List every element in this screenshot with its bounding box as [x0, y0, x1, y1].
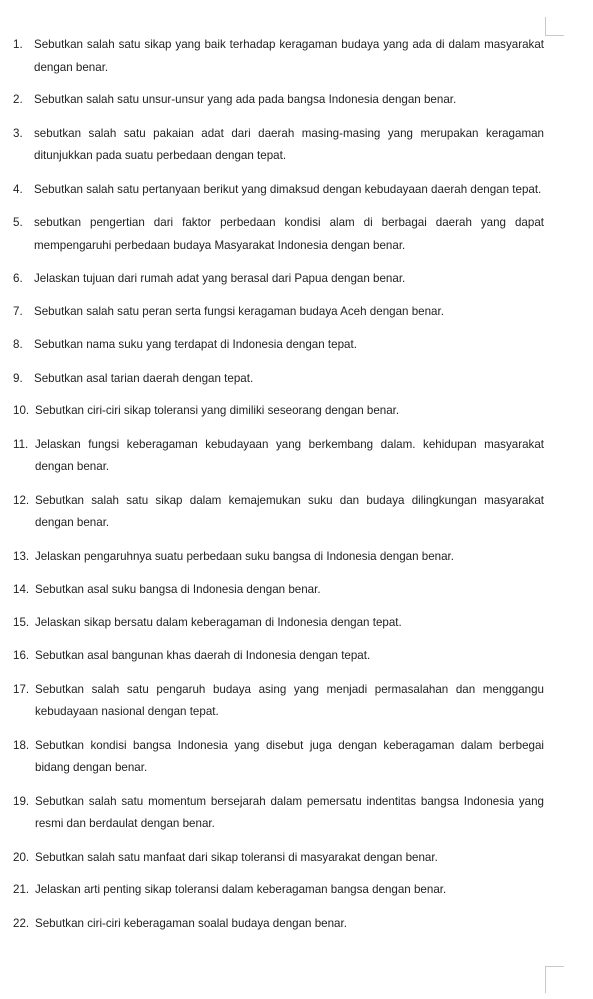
question-text: Sebutkan asal bangunan khas daerah di Indonesia dengan tepat. [35, 649, 371, 662]
question-number: 10. [13, 404, 30, 417]
question-number: 18. [13, 738, 30, 752]
question-text: Sebutkan ciri-ciri sikap toleransi yang dimiliki seseorang dengan benar. [35, 404, 400, 417]
question-number: 8. [13, 338, 23, 351]
question-item [13, 879, 544, 902]
question-number: 2. [13, 93, 23, 106]
question-number: 3. [13, 126, 23, 140]
question-text: Sebutkan nama suku yang terdapat di Indonesia dengan tepat. [34, 338, 357, 351]
question-item [13, 913, 544, 936]
question-text: Jelaskan pengaruhnya suatu perbedaan suku bangsa di Indonesia dengan benar. [35, 549, 454, 563]
question-item [13, 579, 544, 602]
question-number: 4. [13, 182, 23, 196]
question-item [13, 434, 544, 479]
question-text: Sebutkan asal tarian daerah dengan tepat. [34, 371, 254, 385]
question-item [13, 735, 544, 780]
question-text: Sebutkan salah satu manfaat dari sikap toleransi di masyarakat dengan benar. [35, 850, 438, 864]
question-number: 16. [13, 649, 30, 662]
question-text: Sebutkan salah satu momentum bersejarah dalam pemersatu indentitas bangsa Indonesia yang resmi dan berdaulat dengan benar. [35, 794, 544, 830]
question-number: 14. [13, 583, 30, 596]
question-item [13, 368, 544, 391]
question-item [13, 212, 544, 257]
question-text: Jelaskan fungsi keberagaman kebudayaan yang berkembang dalam. kehidupan masyarakat dengan benar. [35, 437, 544, 473]
question-number: 19. [13, 794, 30, 808]
question-text: Jelaskan sikap bersatu dalam keberagaman di Indonesia dengan tepat. [35, 615, 402, 629]
question-item [13, 490, 544, 535]
question-item [13, 847, 544, 870]
question-number: 7. [13, 304, 23, 318]
question-text: Jelaskan tujuan dari rumah adat yang berasal dari Papua dengan benar. [34, 272, 406, 285]
question-item [13, 645, 544, 668]
question-number: 1. [13, 38, 23, 51]
question-number: 21. [13, 883, 30, 896]
question-text: sebutkan pengertian dari faktor perbedaan kondisi alam di berbagai daerah yang dapat mempengaruhi perbedaan budaya Masyarakat Indonesia dengan benar. [34, 216, 544, 252]
question-item [13, 400, 544, 423]
question-text: Sebutkan salah satu unsur-unsur yang ada pada bangsa Indonesia dengan benar. [34, 93, 457, 106]
question-item [13, 89, 544, 112]
question-number: 12. [13, 493, 30, 507]
question-item [13, 179, 544, 202]
question-text: Sebutkan salah satu peran serta fungsi keragaman budaya Aceh dengan benar. [34, 304, 444, 318]
question-item [13, 679, 544, 724]
question-number: 17. [13, 682, 30, 696]
question-text: Sebutkan asal suku bangsa di Indonesia dengan benar. [35, 583, 321, 596]
question-item [13, 268, 544, 291]
page-corner-mark-top [545, 17, 564, 36]
page-corner-mark-bottom [545, 966, 564, 993]
question-text: sebutkan salah satu pakaian adat dari daerah masing-masing yang merupakan keragaman ditunjukkan pada suatu perbedaan dengan tepat. [34, 126, 544, 162]
question-item [13, 34, 544, 79]
question-item [13, 612, 544, 635]
question-number: 13. [13, 549, 30, 563]
question-number: 20. [13, 850, 30, 864]
question-item [13, 546, 544, 569]
question-number: 5. [13, 216, 23, 229]
question-number: 22. [13, 916, 30, 930]
question-text: Sebutkan salah satu sikap dalam kemajemukan suku dan budaya dilingkungan masyarakat dengan benar. [35, 493, 544, 529]
question-text: Sebutkan salah satu pengaruh budaya asing yang menjadi permasalahan dan menggangu kebudayaan nasional dengan tepat. [35, 682, 544, 718]
question-text: Sebutkan salah satu pertanyaan berikut yang dimaksud dengan kebudayaan daerah dengan tepat. [34, 182, 542, 196]
question-text: Sebutkan ciri-ciri keberagaman soalal budaya dengan benar. [35, 916, 347, 930]
question-number: 6. [13, 272, 23, 285]
question-text: Sebutkan kondisi bangsa Indonesia yang disebut juga dengan keberagaman dalam berbegai bidang dengan benar. [35, 738, 544, 774]
question-number: 15. [13, 615, 30, 629]
question-item [13, 334, 544, 357]
question-list [13, 34, 544, 935]
question-item [13, 123, 544, 168]
question-text: Sebutkan salah satu sikap yang baik terhadap keragaman budaya yang ada di dalam masyarakat dengan benar. [34, 38, 544, 74]
question-text: Jelaskan arti penting sikap toleransi dalam keberagaman bangsa dengan benar. [35, 883, 447, 896]
question-item [13, 791, 544, 836]
question-number: 9. [13, 371, 23, 385]
question-number: 11. [13, 437, 29, 451]
question-item [13, 301, 544, 324]
